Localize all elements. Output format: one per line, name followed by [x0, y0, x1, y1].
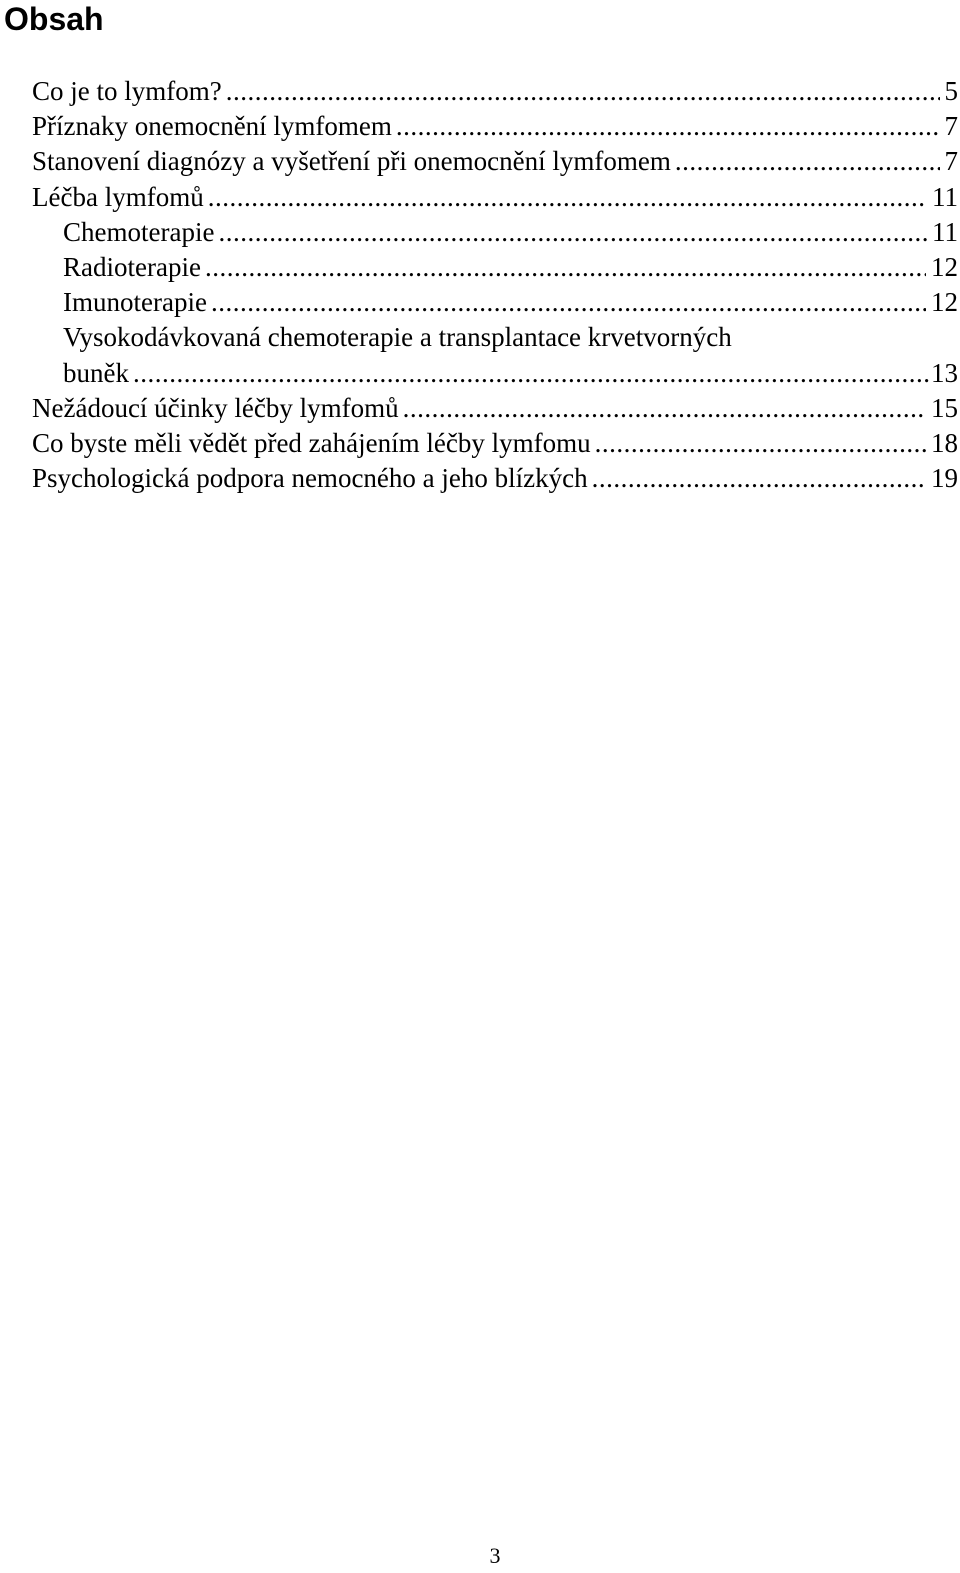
toc-entry-lecba-lymfomu[interactable] [32, 180, 958, 215]
toc-page-number: 13 [931, 357, 958, 388]
toc-entry-title: Psychologická podpora nemocného a jeho blízkých [32, 463, 588, 494]
toc-dot-leader [208, 180, 927, 215]
toc-page-number: 12 [931, 252, 958, 283]
toc-dot-leader [403, 391, 926, 426]
toc-entry-title: Chemoterapie [63, 216, 215, 247]
toc-entry-title: Radioterapie [63, 252, 201, 283]
toc-entry-co-je-to-lymfom[interactable] [32, 74, 958, 109]
page-title: Obsah [4, 1, 104, 37]
toc-page-number: 19 [931, 463, 958, 494]
toc-page-number: 15 [931, 392, 958, 423]
toc-dot-leader [396, 109, 940, 144]
toc-entry-vysokodavkovana-chemoterapie[interactable] [32, 320, 958, 390]
toc-entry-co-byste-meli-vedet[interactable] [32, 426, 958, 461]
toc-page-number: 11 [932, 181, 958, 212]
toc-entry-title: Stanovení diagnózy a vyšetření při onemocnění lymfomem [32, 146, 671, 177]
toc-entry-second-line [63, 356, 958, 391]
toc-entry-title: Příznaky onemocnění lymfomem [32, 111, 392, 142]
toc-page-number: 11 [932, 216, 958, 247]
toc-page-number: 7 [944, 146, 958, 177]
toc-dot-leader [226, 74, 940, 109]
toc-entry-radioterapie[interactable] [32, 250, 958, 285]
toc-entry-chemoterapie[interactable] [32, 215, 958, 250]
toc-entry-title: Co byste měli vědět před zahájením léčby lymfomu [32, 428, 591, 459]
toc-entry-title: Imunoterapie [63, 287, 207, 318]
toc-entry-title-line-2: buněk [63, 357, 129, 388]
toc-entry-priznaky[interactable] [32, 109, 958, 144]
toc-entry-title: Nežádoucí účinky léčby lymfomů [32, 392, 399, 423]
toc-page-number: 5 [944, 76, 958, 106]
toc-entry-title-line-1: Vysokodávkovaná chemoterapie a transplantace krvetvorných [63, 322, 732, 353]
toc-dot-leader [205, 250, 926, 285]
toc-page-number: 12 [931, 287, 958, 318]
toc-entry-nezadouci-ucinky[interactable] [32, 391, 958, 426]
toc-dot-leader [218, 215, 927, 250]
toc-entry-imunoterapie[interactable] [32, 285, 958, 320]
toc-entry-stanoveni-diagnozy[interactable] [32, 144, 958, 179]
page-number: 3 [489, 1543, 501, 1568]
toc-dot-leader [595, 426, 926, 461]
toc-dot-leader [592, 461, 926, 496]
toc-dot-leader [675, 144, 940, 179]
toc-page-number: 18 [931, 428, 958, 459]
toc-entry-psychologicka-podpora[interactable] [32, 461, 958, 496]
toc-page-number: 7 [944, 111, 958, 142]
toc-dot-leader [211, 285, 926, 320]
toc-entry-title: Léčba lymfomů [32, 181, 204, 212]
toc-dot-leader [133, 356, 930, 391]
table-of-contents [32, 74, 958, 496]
toc-entry-title: Co je to lymfom? [32, 76, 222, 106]
